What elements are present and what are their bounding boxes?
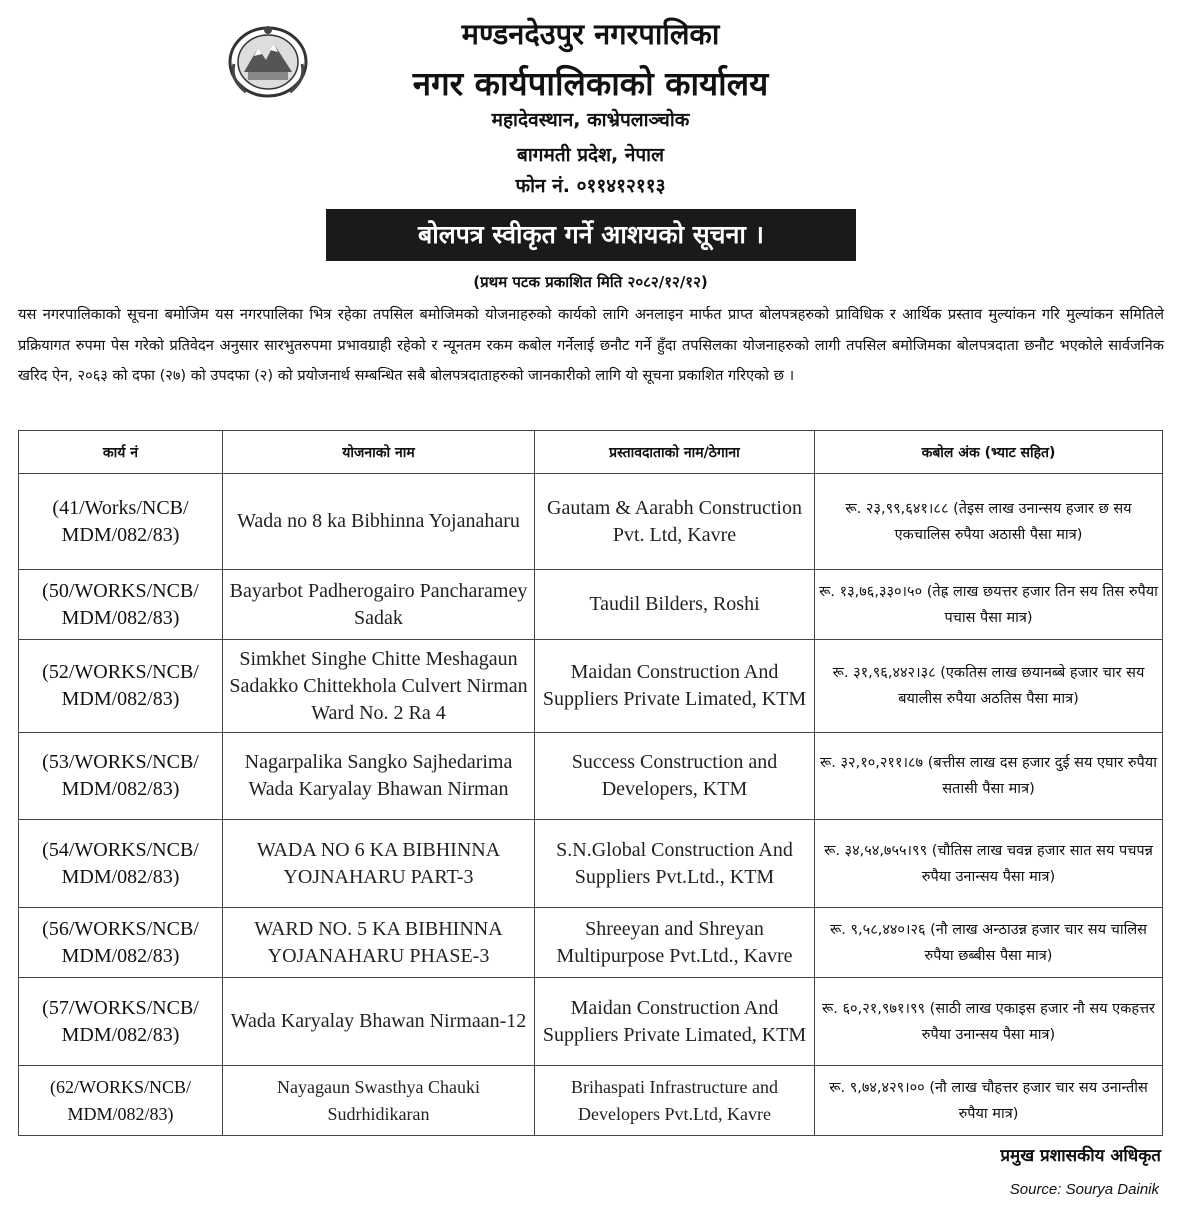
table-row: [19, 978, 1163, 1066]
project-name: Bayarbot Padherogairo Pancharamey Sadak: [223, 570, 535, 640]
table-row: [19, 733, 1163, 820]
table-header-row: [19, 431, 1163, 474]
bidder-name: Maidan Construction And Suppliers Private Limated, KTM: [535, 640, 815, 733]
bidder-name: S.N.Global Construction And Suppliers Pvt.Ltd., KTM: [535, 820, 815, 908]
publication-date: (प्रथम पटक प्रकाशित मिति २०८२/१२/१२): [473, 273, 708, 291]
office-name: नगर कार्यपालिकाको कार्यालय: [412, 64, 769, 103]
work-code: (52/WORKS/NCB/ MDM/082/83): [19, 640, 223, 733]
work-code: (54/WORKS/NCB/ MDM/082/83): [19, 820, 223, 908]
signatory-title: प्रमुख प्रशासकीय अधिकृत: [1000, 1146, 1161, 1166]
table-row: [19, 640, 1163, 733]
work-code: (56/WORKS/NCB/ MDM/082/83): [19, 908, 223, 978]
project-name: WARD NO. 5 KA BIBHINNA YOJANAHARU PHASE-3: [223, 908, 535, 978]
bid-amount: रू. ३१,९६,४४२।३८ (एकतिस लाख छयानब्बे हजार चार सय बयालीस रुपैया अठतिस पैसा मात्र): [815, 640, 1163, 733]
project-name: Wada no 8 ka Bibhinna Yojanaharu: [223, 474, 535, 570]
bid-amount: रू. ९,७४,४२९।०० (नौ लाख चौहत्तर हजार चार सय उनान्तीस रुपैया मात्र): [815, 1066, 1163, 1136]
bid-amount: रू. ३४,५४,७५५।९९ (चौतिस लाख चवन्न हजार सात सय पचपन्न रुपैया उनान्सय पैसा मात्र): [815, 820, 1163, 908]
address-line-1: महादेवस्थान, काभ्रेपलाञ्चोक: [491, 109, 690, 131]
bidder-name: Shreeyan and Shreyan Multipurpose Pvt.Ltd., Kavre: [535, 908, 815, 978]
project-name: Nagarpalika Sangko Sajhedarima Wada Karyalay Bhawan Nirman: [223, 733, 535, 820]
header-bid-amount: कबोल अंक (भ्याट सहित): [815, 431, 1163, 474]
table-row: [19, 908, 1163, 978]
table-row: [19, 570, 1163, 640]
phone-number: फोन नं. ०११४१२११३: [515, 175, 666, 197]
work-code: (50/WORKS/NCB/ MDM/082/83): [19, 570, 223, 640]
bidder-name: Brihaspati Infrastructure and Developers Pvt.Ltd, Kavre: [535, 1066, 815, 1136]
bid-amount: रू. ६०,२१,९७१।९९ (साठी लाख एकाइस हजार नौ सय एकहत्तर रुपैया उनान्सय पैसा मात्र): [815, 978, 1163, 1066]
table-row: [19, 1066, 1163, 1136]
bidder-name: Gautam & Aarabh Construction Pvt. Ltd, Kavre: [535, 474, 815, 570]
work-code: (41/Works/NCB/ MDM/082/83): [19, 474, 223, 570]
bidder-name: Success Construction and Developers, KTM: [535, 733, 815, 820]
table-row: [19, 820, 1163, 908]
bid-amount: रू. २३,९९,६४१।८८ (तेइस लाख उनान्सय हजार छ सय एकचालिस रुपैया अठासी पैसा मात्र): [815, 474, 1163, 570]
bidder-name: Maidan Construction And Suppliers Private Limated, KTM: [535, 978, 815, 1066]
project-name: Wada Karyalay Bhawan Nirmaan-12: [223, 978, 535, 1066]
project-name: WADA NO 6 KA BIBHINNA YOJNAHARU PART-3: [223, 820, 535, 908]
bid-amount: रू. ३२,१०,२११।८७ (बत्तीस लाख दस हजार दुई सय एघार रुपैया सतासी पैसा मात्र): [815, 733, 1163, 820]
work-code: (62/WORKS/NCB/ MDM/082/83): [19, 1066, 223, 1136]
municipality-name: मण्डनदेउपुर नगरपालिका: [461, 17, 720, 51]
bid-amount: रू. ९,५८,४४०।२६ (नौ लाख अन्ठाउन्न हजार चार सय चालिस रुपैया छब्बीस पैसा मात्र): [815, 908, 1163, 978]
project-name: Simkhet Singhe Chitte Meshagaun Sadakko Chittekhola Culvert Nirman Ward No. 2 Ra 4: [223, 640, 535, 733]
header-work-no: कार्य नं: [19, 431, 223, 474]
bidder-name: Taudil Bilders, Roshi: [535, 570, 815, 640]
notice-title-banner: बोलपत्र स्वीकृत गर्ने आशयको सूचना ।: [326, 209, 856, 261]
work-code: (53/WORKS/NCB/ MDM/082/83): [19, 733, 223, 820]
address-line-2: बागमती प्रदेश, नेपाल: [517, 144, 664, 166]
table-row: [19, 474, 1163, 570]
bid-amount: रू. १३,७६,३३०।५० (तेह्र लाख छयत्तर हजार तिन सय तिस रुपैया पचास पैसा मात्र): [815, 570, 1163, 640]
project-name: Nayagaun Swasthya Chauki Sudrhidikaran: [223, 1066, 535, 1136]
work-code: (57/WORKS/NCB/ MDM/082/83): [19, 978, 223, 1066]
header-bidder-name: प्रस्तावदाताको नाम/ठेगाना: [535, 431, 815, 474]
bid-table: [18, 430, 1163, 1136]
source-credit: Source: Sourya Dainik: [1009, 1181, 1159, 1198]
notice-body-text: यस नगरपालिकाको सूचना बमोजिम यस नगरपालिका भित्र रहेका तपसिल बमोजिमको योजनाहरुको कार्यको लागि अनलाइन मार्फत प्राप्त बोलपत्रहरुको प्राविधिक र आर्थिक प्रस्ताव मुल्यांकन गरि मुल्यांकन समितिले प्रक्रियागत रुपमा पेस गरेको प्रतिवेदन अनुसार सारभुतरुपमा प्रभावग्राही रहेको र न्यूनतम रकम कबोल गर्नेलाई छनौट गर्ने हुँदा तपसिलका योजनाहरुको लागी तपसिल बमोजिमका बोलपत्रदाता छनौट भएकोले सार्वजनिक खरिद ऐन, २०६३ को दफा (२७) को उपदफा (२) को प्रयोजनार्थ सम्बन्धित सबै बोलपत्रदाताहरुको जानकारीको लागि यो सूचना प्रकाशित गरिएको छ ।: [18, 306, 1164, 384]
header-project-name: योजनाको नाम: [223, 431, 535, 474]
